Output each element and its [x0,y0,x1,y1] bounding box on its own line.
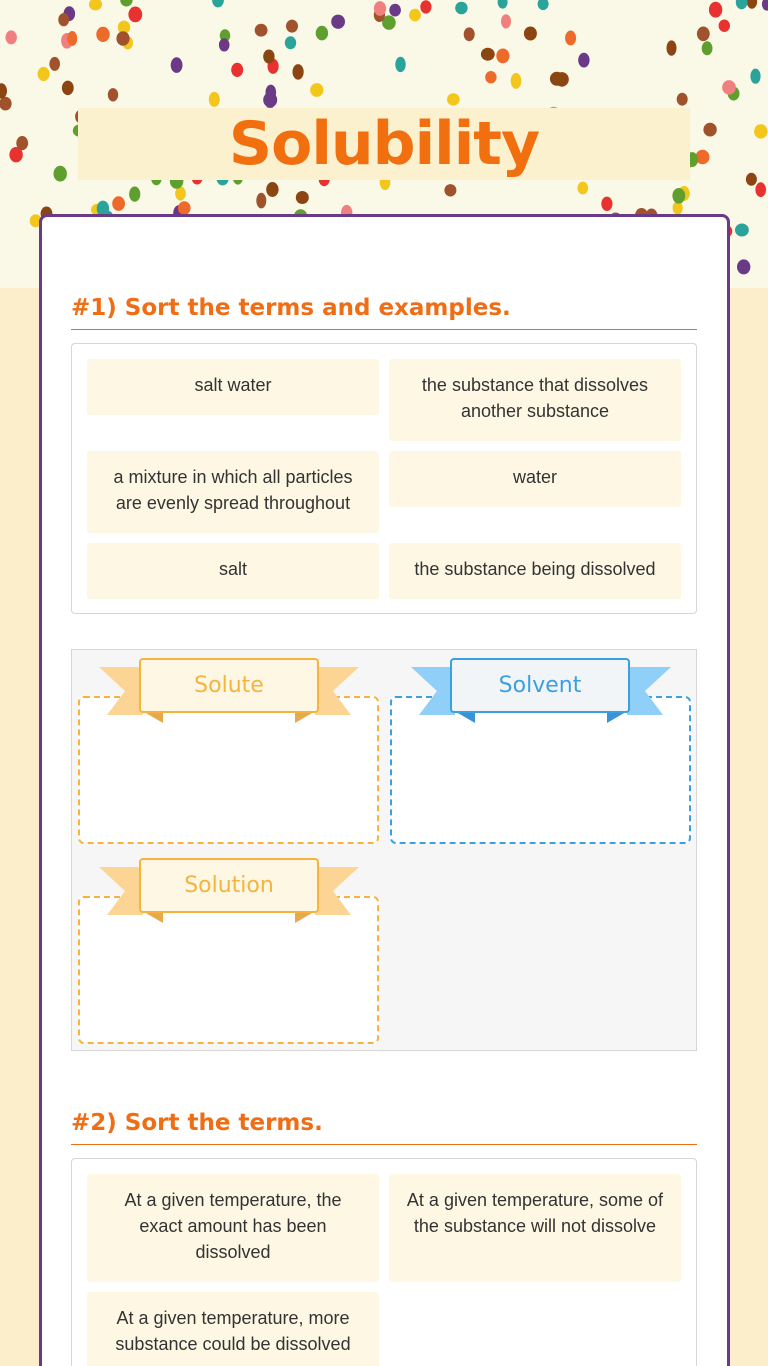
confetti-dot [481,48,495,61]
confetti-dot [601,197,612,211]
confetti-dot [293,64,304,80]
confetti-dot [750,69,760,84]
confetti-dot [0,83,7,98]
confetti-dot [49,57,60,71]
section2-heading: #2) Sort the terms. [71,1110,697,1145]
confetti-dot [409,9,421,22]
confetti-dot [746,173,757,186]
term-card-some-not-dissolve[interactable]: At a given temperature, some of the substance will not dissolve [389,1174,681,1282]
term-card-mixture-evenly-spread[interactable]: a mixture in which all particles are evenly spread throughout [87,451,379,533]
confetti-dot [538,0,549,10]
confetti-dot [737,259,750,274]
confetti-dot [38,67,50,81]
sort-area [71,649,697,1051]
confetti-dot [0,97,12,111]
confetti-dot [266,182,278,197]
confetti-dot [255,24,268,37]
confetti-dot [62,81,74,96]
confetti-dot [116,31,129,46]
confetti-dot [129,187,140,202]
confetti-dot [762,0,768,11]
confetti-dot [263,92,277,107]
confetti-dot [498,0,508,9]
confetti-dot [286,20,298,33]
confetti-dot [108,88,118,101]
confetti-dot [667,40,677,55]
confetti-dot [54,166,67,182]
confetti-dot [6,30,17,44]
confetti-dot [420,0,431,13]
confetti-dot [374,1,386,16]
confetti-dot [455,2,467,15]
confetti-dot [578,53,589,68]
solvent-label: Solvent [450,658,630,713]
confetti-dot [524,27,537,41]
confetti-dot [755,182,766,197]
confetti-dot [464,27,475,41]
confetti-dot [736,0,748,9]
confetti-dot [171,57,183,73]
confetti-dot [89,0,102,10]
confetti-dot [511,73,522,89]
page-title: Solubility [228,109,540,179]
term-card-salt-water[interactable]: salt water [87,359,379,415]
confetti-dot [565,31,576,46]
term-card-exact-amount[interactable]: At a given temperature, the exact amount has been dissolved [87,1174,379,1282]
confetti-dot [296,191,309,204]
title-box [78,108,690,180]
term-card-more-could-dissolve[interactable]: At a given temperature, more substance could be dissolved [87,1292,379,1366]
confetti-dot [112,196,125,211]
confetti-dot [256,193,266,209]
term-card-salt[interactable]: salt [87,543,379,599]
confetti-dot [331,15,345,29]
confetti-dot [697,27,710,42]
confetti-dot [578,182,589,195]
confetti-dot [263,50,274,64]
section1-card-bank [71,343,697,614]
confetti-dot [316,26,328,41]
confetti-dot [672,188,685,204]
confetti-dot [310,83,323,97]
confetti-dot [212,0,224,7]
confetti-dot [209,92,220,107]
confetti-dot [67,31,77,46]
confetti-dot [677,93,688,106]
confetti-dot [395,57,405,72]
confetti-dot [703,123,716,137]
confetti-dot [447,93,460,105]
confetti-dot [702,41,713,55]
term-card-being-dissolved[interactable]: the substance being dissolved [389,543,681,599]
confetti-dot [754,124,767,138]
confetti-dot [178,201,191,215]
confetti-dot [501,14,511,28]
confetti-dot [722,80,736,95]
confetti-dot [444,184,456,196]
confetti-dot [735,224,749,237]
confetti-dot [485,71,496,83]
confetti-dot [747,0,757,9]
confetti-dot [219,38,230,51]
confetti-dot [120,0,132,7]
confetti-dot [709,2,722,18]
confetti-dot [96,27,109,42]
section2-card-bank [71,1158,697,1366]
term-card-dissolves-another[interactable]: the substance that dissolves another substance [389,359,681,441]
confetti-dot [389,4,401,17]
section1-heading: #1) Sort the terms and examples. [71,295,697,330]
confetti-dot [231,63,243,77]
confetti-dot [550,72,564,86]
term-card-water[interactable]: water [389,451,681,507]
confetti-dot [128,6,142,22]
solute-label: Solute [139,658,319,713]
confetti-dot [58,13,69,26]
confetti-dot [16,136,28,150]
confetti-dot [719,20,730,32]
solution-label: Solution [139,858,319,913]
confetti-dot [496,49,509,64]
confetti-dot [285,36,296,49]
